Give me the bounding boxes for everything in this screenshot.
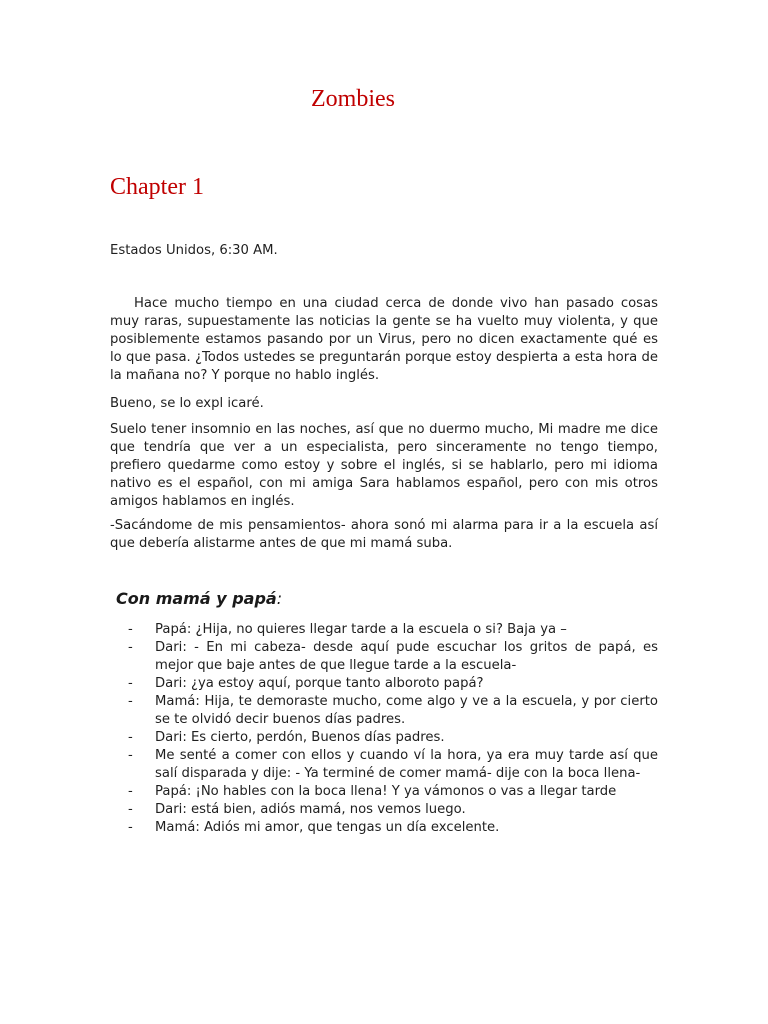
dialogue-line: Papá: ¿Hija, no quieres llegar tarde a la escuela o si? Baja ya – [155, 622, 567, 637]
bullet-dash: - [128, 676, 133, 691]
paragraph: Hace mucho tiempo en una ciudad cerca de donde vivo han pasado cosas muy raras, supuestamente las noticias la gente se ha vuelto muy violenta, y que posiblemente estamos pasando por un Virus, pero no dicen exactamente qué es lo que pasa. ¿Todos ustedes se preguntarán porque estoy despierta a esta hora de la mañana no? Y porque no hablo inglés. [110, 296, 658, 383]
bullet-dash: - [128, 694, 133, 709]
chapter-heading: Chapter 1 [110, 174, 204, 200]
dialogue-line: Mamá: Adiós mi amor, que tengas un día excelente. [155, 820, 500, 835]
bullet-dash: - [128, 640, 133, 655]
dialogue-list [128, 621, 658, 837]
section-heading-text: Con mamá y papá [116, 589, 277, 608]
dialogue-line: Dari: Es cierto, perdón, Buenos días padres. [155, 730, 445, 745]
bullet-dash: - [128, 820, 133, 835]
bullet-dash: - [128, 730, 133, 745]
paragraph: Bueno, se lo expl icaré. [110, 396, 264, 411]
dialogue-line: Me senté a comer con ellos y cuando ví la hora, ya era muy tarde así que salí disparada y dije: - Ya terminé de comer mamá- dije con la boca llena- [155, 748, 658, 781]
list-item [128, 747, 658, 783]
dateline: Estados Unidos, 6:30 AM. [110, 243, 278, 258]
dialogue-line: Dari: - En mi cabeza- desde aquí pude escuchar los gritos de papá, es mejor que baje antes de que llegue tarde a la escuela- [155, 640, 658, 673]
paragraph: -Sacándome de mis pensamientos- ahora sonó mi alarma para ir a la escuela así que debería alistarme antes de que mi mamá suba. [110, 518, 658, 551]
dialogue-line: Dari: ¿ya estoy aquí, porque tanto alboroto papá? [155, 676, 484, 691]
section-heading-colon: : [276, 589, 283, 608]
paragraph: Suelo tener insomnio en las noches, así que no duermo mucho, Mi madre me dice que tendría que ver a un especialista, pero sinceramente no tengo tiempo, prefiero quedarme como estoy y sobre el inglés, si se hablarlo, pero mi idioma nativo es el español, con mi amiga Sara hablamos español, pero con mis otros amigos hablamos en inglés. [110, 422, 658, 509]
bullet-dash: - [128, 802, 133, 817]
dialogue-line: Papá: ¡No hables con la boca llena! Y ya vámonos o vas a llegar tarde [155, 784, 617, 799]
list-item [128, 675, 658, 693]
section-heading [116, 589, 282, 608]
bullet-dash: - [128, 622, 133, 637]
document-title: Zombies [311, 86, 395, 112]
list-item [128, 729, 658, 747]
list-item [128, 621, 658, 639]
dialogue-line: Mamá: Hija, te demoraste mucho, come algo y ve a la escuela, y por cierto se te olvidó decir buenos días padres. [155, 694, 658, 727]
list-item [128, 639, 658, 675]
list-item [128, 801, 658, 819]
list-item [128, 693, 658, 729]
bullet-dash: - [128, 748, 133, 763]
bullet-dash: - [128, 784, 133, 799]
list-item [128, 819, 658, 837]
dialogue-line: Dari: está bien, adiós mamá, nos vemos luego. [155, 802, 466, 817]
list-item [128, 783, 658, 801]
